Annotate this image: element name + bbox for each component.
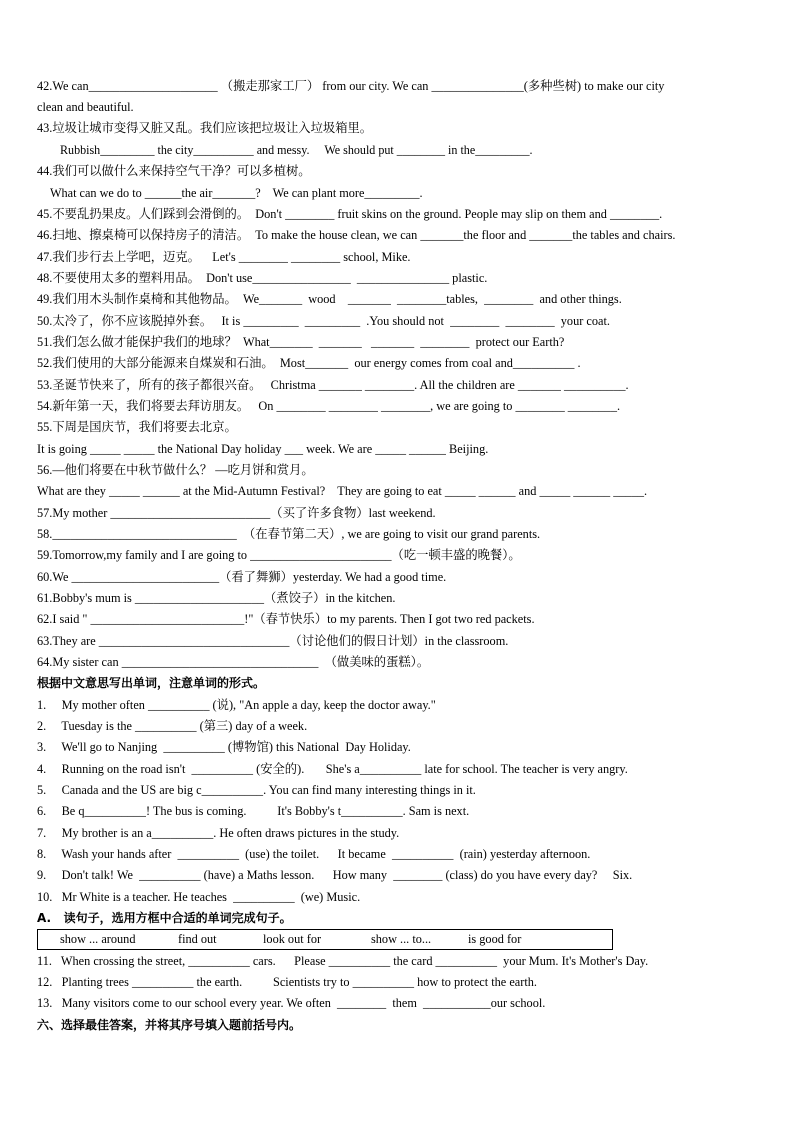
item-11: 11. When crossing the street, __________ cars. Please __________ the card __________ your Mum. It's Mother's Day. [37,954,649,968]
question-55-english: It is going _____ _____ the National Day holiday ___ week. We are _____ ______ Beijing. [37,442,489,456]
word-box-option: is good for [468,932,522,946]
question-62: 62.I said " _________________________!"（春节快乐）to my parents. Then I got two red packets. [37,612,535,626]
word-box-option: find out [178,932,217,946]
question-61: 61.Bobby's mum is _____________________（煮饺子）in the kitchen. [37,591,396,605]
question-55-chinese: 55.下周是国庆节，我们将要去北京。 [37,420,237,434]
question-56-chinese: 56.—他们将要在中秋节做什么？ —吃月饼和赏月。 [37,463,314,477]
section-heading-word-box: A. 读句子，选用方框中合适的单词完成句子。 [37,911,292,925]
question-43-chinese: 43.垃圾让城市变得又脏又乱。我们应该把垃圾让入垃圾箱里。 [37,121,373,135]
section-heading-word-forms: 根据中文意思写出单词，注意单词的形式。 [37,676,266,690]
item-3: 3. We'll go to Nanjing __________ (博物馆) this National Day Holiday. [37,740,411,754]
question-60: 60.We ________________________（看了舞狮）yesterday. We had a good time. [37,570,447,584]
question-54: 54.新年第一天，我们将要去拜访朋友。 On ________ ________ ________, we are going to ________ ________. [37,399,621,413]
item-12: 12. Planting trees __________ the earth. Scientists try to __________ how to protect the earth. [37,975,537,989]
question-47: 47.我们步行去上学吧，迈克。 Let's ________ ________ school, Mike. [37,250,411,264]
question-63: 63.They are _______________________________（讨论他们的假日计划）in the classroom. [37,634,509,648]
word-box-option: show ... around [60,932,136,946]
question-43-english: Rubbish_________ the city__________ and messy. We should put ________ in the_________. [60,143,533,157]
word-box-option: look out for [263,932,322,946]
question-49: 49.我们用木头制作桌椅和其他物品。 We_______ wood _______ ________tables, ________ and other things. [37,292,622,306]
item-7: 7. My brother is an a__________. He often draws pictures in the study. [37,826,400,840]
item-6: 6. Be q__________! The bus is coming. It's Bobby's t__________. Sam is next. [37,804,470,818]
question-46: 46.扫地、擦桌椅可以保持房子的清洁。 To make the house clean, we can _______the floor and _______the tables and chairs. [37,228,676,242]
question-48: 48.不要使用太多的塑料用品。 Don't use________________ _______________ plastic. [37,271,488,285]
word-box [37,929,613,950]
item-4: 4. Running on the road isn't __________ (安全的). She's a__________ late for school. The teacher is very angry. [37,762,628,776]
question-57: 57.My mother __________________________（买了许多食物）last weekend. [37,506,436,520]
item-1: 1. My mother often __________ (说), "An apple a day, keep the doctor away." [37,698,436,712]
item-13: 13. Many visitors come to our school every year. We often ________ them ___________our school. [37,996,546,1010]
question-52: 52.我们使用的大部分能源来自煤炭和石油。 Most_______ our energy comes from coal and__________ . [37,356,581,370]
question-44-chinese: 44.我们可以做什么来保持空气干净？可以多植树。 [37,164,311,178]
question-42: 42.We can_____________________ （搬走那家工厂） from our city. We can _______________(多种些树) to make our city [37,79,665,93]
item-10: 10. Mr White is a teacher. He teaches __________ (we) Music. [37,890,361,904]
question-45: 45.不要乱扔果皮。人们踩到会滑倒的。 Don't ________ fruit skins on the ground. People may slip on them and ________. [37,207,663,221]
question-50: 50.太冷了，你不应该脱掉外套。 It is _________ _________ .You should not ________ ________ your coat. [37,314,610,328]
section-heading-multiple-choice: 六、选择最佳答案，并将其序号填入题前括号内。 [37,1018,302,1032]
item-2: 2. Tuesday is the __________ (第三) day of a week. [37,719,308,733]
question-53: 53.圣诞节快来了，所有的孩子都很兴奋。 Christma _______ ________. All the children are _______ __________. [37,378,629,392]
question-51: 51.我们怎么做才能保护我们的地球？ What_______ _______ _______ ________ protect our Earth? [37,335,565,349]
item-5: 5. Canada and the US are big c__________. You can find many interesting things in it. [37,783,476,797]
question-42-continued: clean and beautiful. [37,100,134,114]
question-56-english: What are they _____ ______ at the Mid-Autumn Festival? They are going to eat _____ ______ and _____ ______ _____. [37,484,648,498]
question-44-english: What can we do to ______the air_______? We can plant more_________. [50,186,423,200]
question-59: 59.Tomorrow,my family and I are going to _______________________（吃一顿丰盛的晚餐）。 [37,548,521,562]
item-8: 8. Wash your hands after __________ (use) the toilet. It became __________ (rain) yesterday afternoon. [37,847,591,861]
item-9: 9. Don't talk! We __________ (have) a Maths lesson. How many ________ (class) do you have every day? Six. [37,868,633,882]
question-64: 64.My sister can ________________________________ （做美味的蛋糕）。 [37,655,430,669]
question-58: 58.______________________________ （在春节第二天）, we are going to visit our grand parents. [37,527,541,541]
word-box-option: show ... to... [371,932,432,946]
